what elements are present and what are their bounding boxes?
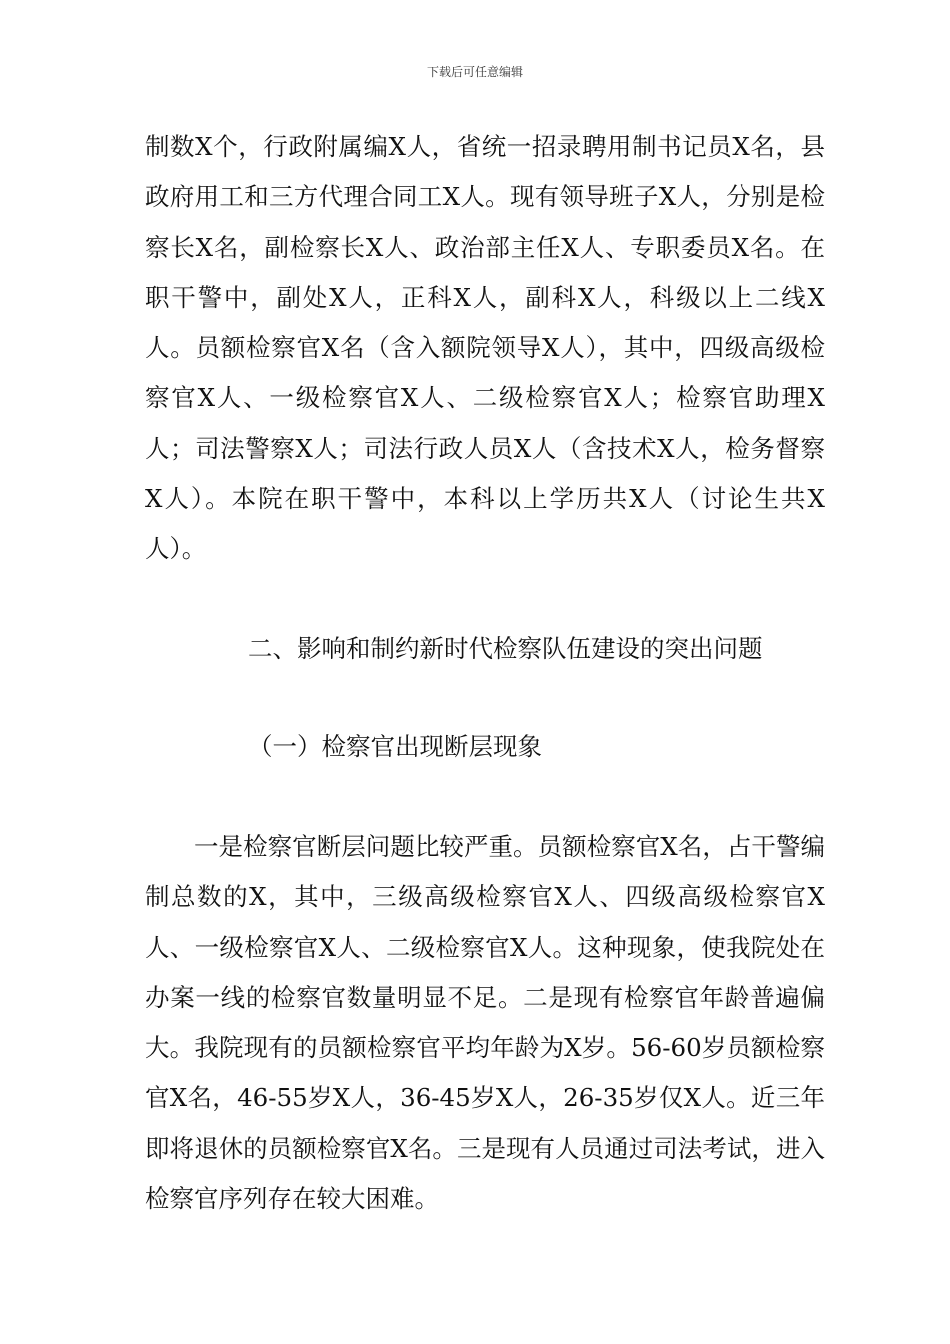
subsection-heading: （一）检察官出现断层现象 bbox=[248, 732, 542, 761]
page-header: 下载后可任意编辑 bbox=[426, 65, 523, 79]
body-paragraph-1: 制数X个，行政附属编X人，省统一招录聘用制书记员X名，县政府用工和三方代理合同工X人。现有领导班子X人，分别是检察长X名，副检察长X人、政治部主任X人、专职委员X名。在职干警中，副处X人，正科X人，副科X人，科级以上二线X人。员额检察官X名（含入额院领导X人），其中，四级高级检察官X人、一级检察官X人、二级检察官X人；检察官助理X人；司法警察X人；司法行政人员X人（含技术X人，检务督察X人）。本院在职干警中，本科以上学历共X人（讨论生共X人）。 bbox=[145, 132, 825, 564]
section-heading: 二、影响和制约新时代检察队伍建设的突出问题 bbox=[248, 634, 763, 663]
body-paragraph-2: 一是检察官断层问题比较严重。员额检察官X名，占干警编制总数的X，其中，三级高级检察官X人、四级高级检察官X人、一级检察官X人、二级检察官X人。这种现象，使我院处在办案一线的检察官数量明显不足。二是现有检察官年龄普遍偏大。我院现有的员额检察官平均年龄为X岁。56-60岁员额检察官X名，46-55岁X人，36-45岁X人，26-35岁仅X人。近三年即将退休的员额检察官X名。三是现有人员通过司法考试，进入检察官序列存在较大困难。 bbox=[145, 832, 825, 1214]
document-body-top bbox=[145, 122, 825, 575]
document-body-bottom bbox=[145, 822, 825, 1224]
